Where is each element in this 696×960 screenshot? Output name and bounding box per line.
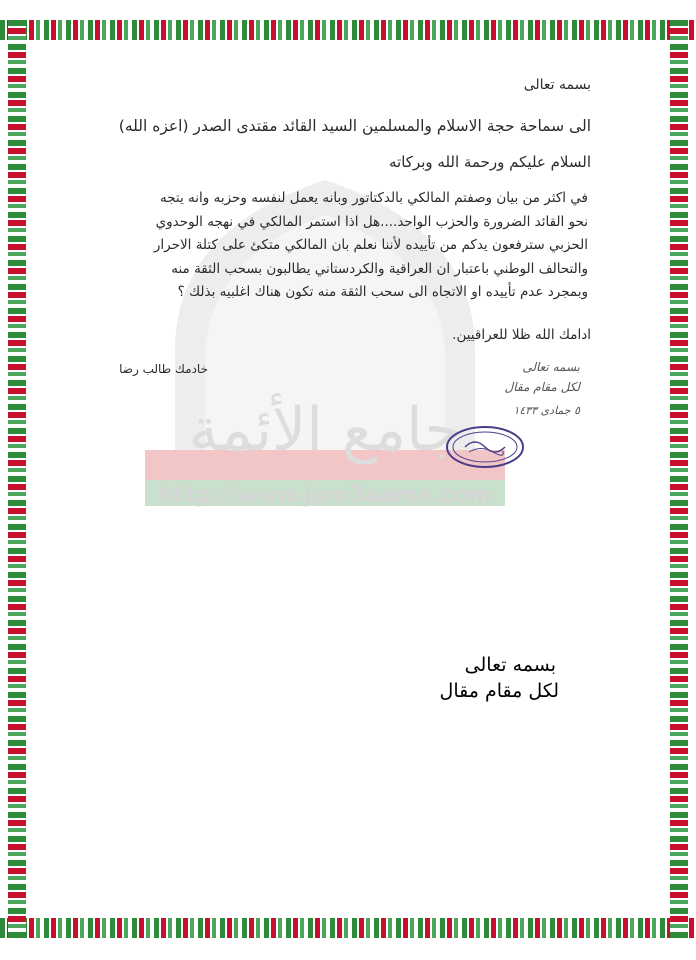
handwritten-line: لكل مقام مقال (504, 380, 580, 394)
reply-typed-line-2: لكل مقام مقال (439, 680, 559, 702)
decorative-border-left (8, 20, 26, 938)
seal-stamp (445, 425, 525, 469)
letter-body-line: والتحالف الوطني باعتبار ان العراقية والكردستاني يطالبون بسحب الثقة منه (171, 260, 588, 277)
letter-signature: خادمك طالب رضا (119, 362, 208, 376)
letter-body-line: في اكثر من بيان وصفتم المالكي بالدكتاتور وبانه يعمل لنفسه وحزبه وانه يتجه (159, 190, 588, 206)
letter-body (113, 187, 588, 305)
letter-basmala: بسمه تعالى (523, 77, 591, 93)
handwritten-line: ٥ جمادى ١٤٣٣ (513, 404, 580, 417)
watermark-logo-text: جامع الأئمة (188, 395, 462, 465)
handwritten-line: بسمه تعالى (522, 360, 580, 374)
watermark-url: http://www.jam3aama.com (158, 483, 492, 508)
letter-greeting: السلام عليكم ورحمة الله وبركاته (389, 153, 591, 171)
letter-closing: ادامك الله ظلا للعراقيين. (452, 327, 591, 343)
decorative-border-right (670, 20, 688, 938)
decorative-border-top (0, 20, 696, 40)
letter-body-line: الحزبي سترفعون يدكم من تأييده لأننا نعلم بان المالكي متكئ على كتلة الاحرار (153, 237, 588, 253)
letter-body-line: نحو القائد الضرورة والحزب الواحد....هل اذا استمر المالكي في نهجه الوحدوي (155, 213, 588, 230)
decorative-border-bottom (0, 918, 696, 938)
letter-body-line: وبمجرد عدم تأييده او الاتجاه الى سحب الثقة منه تكون هناك اغلبيه بذلك ؟ (177, 284, 588, 300)
reply-typed-line-1: بسمه تعالى (464, 654, 556, 676)
letter-recipient: الى سماحة حجة الاسلام والمسلمين السيد القائد مقتدى الصدر (اعزه الله) (118, 117, 591, 135)
